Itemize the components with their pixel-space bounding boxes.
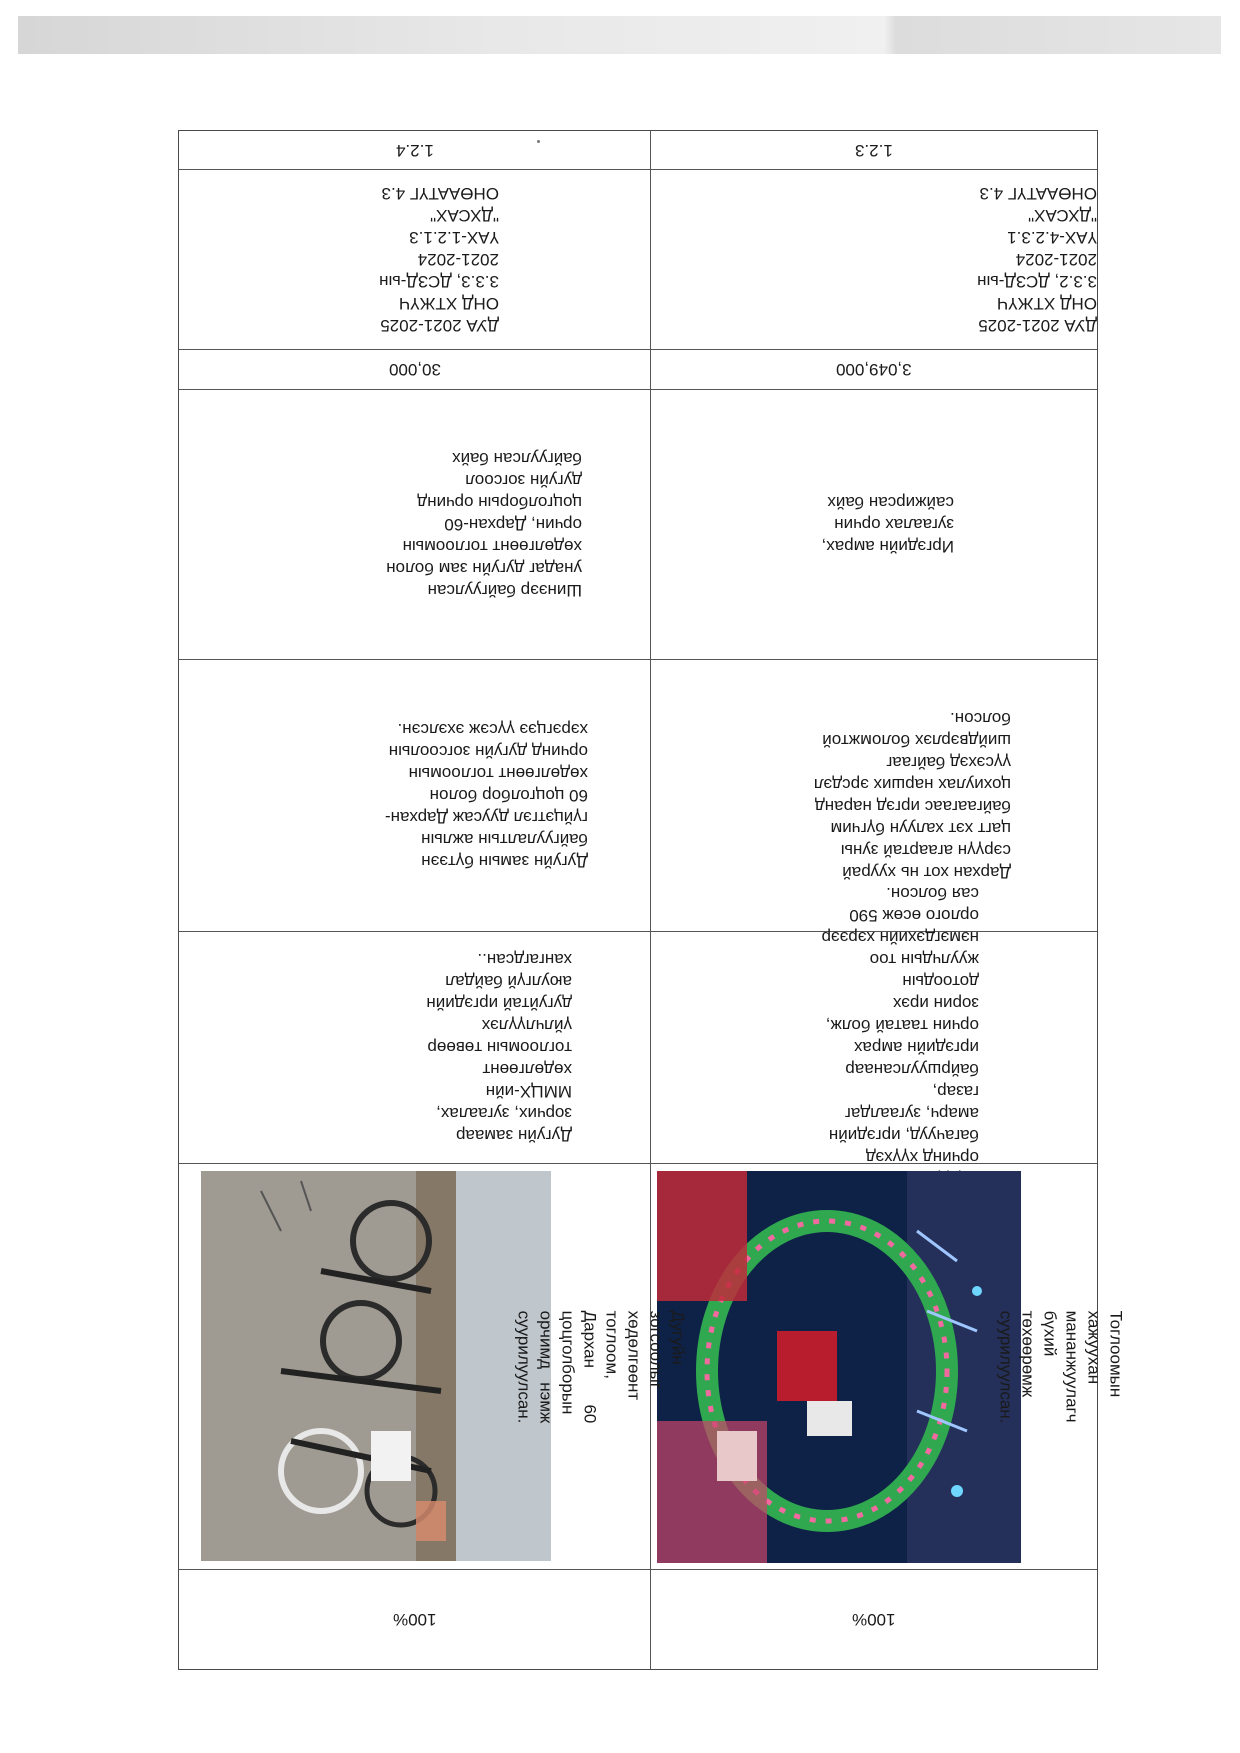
row-1-2-3-reference-cell [719,169,1097,349]
row-1-2-3-completion-cell [650,1569,1097,1669]
row-1-2-4-problem-cell [309,659,649,931]
result-text: орчинд хүүхэд багачууд, иргэдийн амарч, зугаалдаг газар, байршуулсанаар иргэдийн амрах орчин таатай болж, зорин ирэх дотоодын жуулчдын тоо нэмэгдэхийн хэрээр орлого өсөж 590 сая болсон. [821,884,979,1167]
row-1-2-3-number-cell [650,131,1097,169]
bicycle-parking-photo [201,1171,551,1561]
row-1-2-4-completion-cell [179,1569,650,1669]
row-number: 1.2.4 [395,141,434,160]
mist-arch-photo [657,1171,1021,1563]
completion-value: 100% [392,1610,437,1629]
row-1-2-3-caption-cell [996,1171,1126,1563]
row-1-2-4-caption-cell [514,1171,688,1563]
row-1-2-4-budget-cell [179,349,650,389]
row-number: 1.2.3 [854,141,893,160]
photo-caption: Дугуйн зогсоолыг хөдөлгөөнт тоглоом, Дархан 60 цоцголборын орчимд нэмж суурилуулсан. [514,1310,688,1424]
row-1-2-3-outcome-cell [719,389,1019,659]
problem-text: Дугуйн замын бүтээн байгуулалтын ажлын гүйцэтгэл дуусаж Дархан- 60 цоцголбор болон хөдөлгөөнт тоглоомын орчинд дугуйн зогсоолын хэрэгцээ үүсэж эхэлсэн. [385,720,588,871]
budget-value: 30,000 [388,360,441,379]
budget-value: 3,049,000 [835,360,912,379]
scan-top-bar [18,16,1221,54]
photo-caption: Тоглоомын хажуухан мананжуулагч бүхий төхөөрөмж суурилуулсан. [996,1310,1126,1424]
row-1-2-4-reference-cell [319,169,649,349]
reference-text: ДУА 2021-2025 ОНД ХТЖҮЧ 3.3.2, ДСЗД-ын 2021-2024 ҮАХ-4.2.3.1 "ДХСАХ" ОНӨААТҮГ 4.3 [977,184,1097,335]
row-1-2-3-budget-cell [650,349,1097,389]
result-text: Дугуйн замаар зорчих, зугаалах, ММЦХ-ийн хөдөлгөөнт тоглоомын төвөөр үйлчлүүлэх дугуйтай иргэдийн аюулгүй байдал хангагдсан.. [425,950,572,1145]
report-table [178,130,1126,1670]
row-1-2-4-outcome-cell [309,389,649,659]
row-1-2-4-result-cell [284,931,649,1163]
outcome-text: Иргэдийн амрах, зугаалах орчин сайжирсан байх [821,493,954,556]
completion-value: 100% [851,1610,896,1629]
reference-text: ДУА 2021-2025 ОНД ХТЖҮЧ 3.3.3, ДСЗД-ын 2021-2024 ҮАХ-1.2.1.3 "ДХСАХ" ОНӨААТҮГ 4.3 [379,184,499,335]
row-1-2-3-result-cell [664,884,1084,1167]
problem-text: Дархан хот нь хуурай сэрүүн агаартай зуны цагт хэт халуун бүгчим байгаагаас иргэд наранд цохиулах нарших эрсдэл үүсэхэд байгааг шийдвэрлэх боломжтой болсон. [813,709,1011,882]
row-1-2-4-number-cell [179,131,650,169]
outcome-text: Шинээр байгуулсан унадаг дугуйн зам болон хөдөлгөөнт тоглоомын орчин, Дархан-60 цоцголборын орчинд дугуйн зогсоол байгуулсан байх [385,449,582,600]
